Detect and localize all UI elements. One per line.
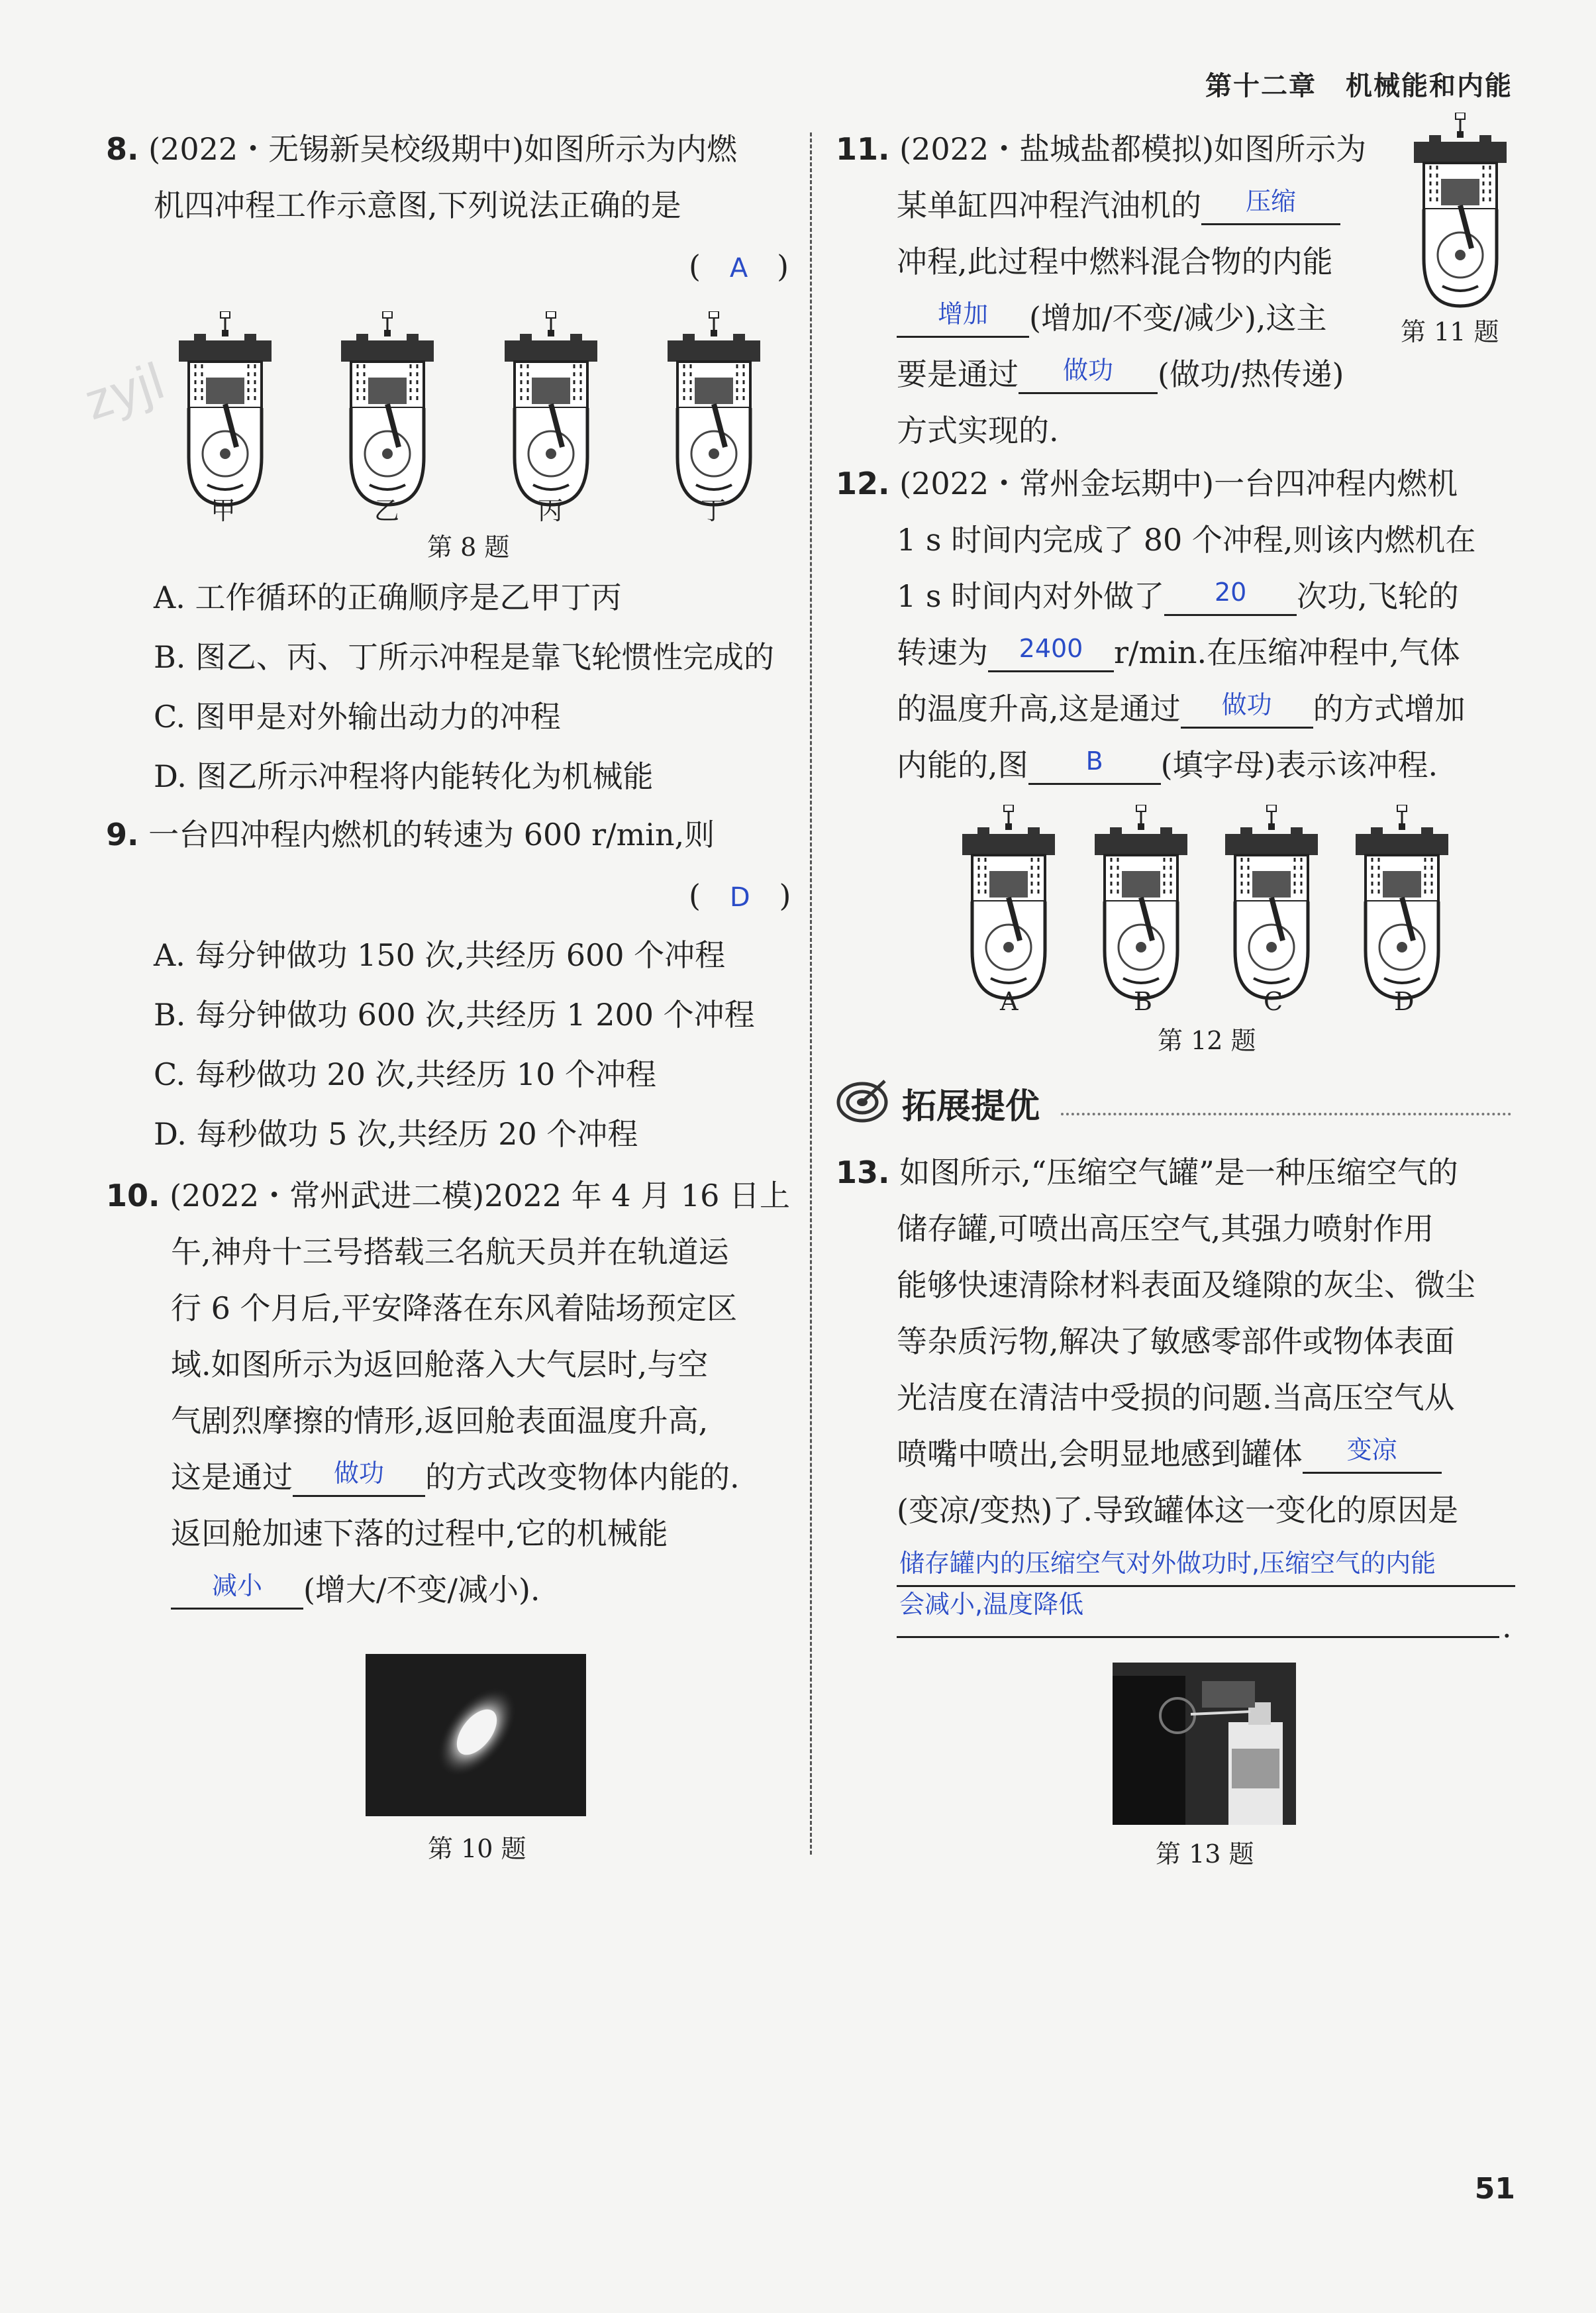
q8-option-c: C. 图甲是对外输出动力的冲程 (154, 699, 561, 735)
q11-blank-1: 压缩 (1201, 189, 1340, 225)
engine-a (959, 805, 1058, 1003)
q9-number: 9. (106, 817, 139, 852)
q13-line3: 能够快速清除材料表面及缝隙的灰尘、微尘 (897, 1267, 1475, 1303)
q11-line4: $^{增加}$ (增加/不变/减少),这主 (897, 298, 1327, 338)
q11-line2: 某单缸四冲程汽油机的 $^{压缩}$ (897, 185, 1340, 225)
q8-label-ding: 丁 (701, 496, 726, 525)
page-number: 51 (1474, 2172, 1515, 2206)
q10-line4: 域.如图所示为返回舱落入大气层时,与空 (171, 1347, 709, 1382)
engine-ding (664, 311, 764, 510)
q10-caption: 第 10 题 (428, 1834, 526, 1863)
q10-blank-1: 做功 (293, 1461, 425, 1497)
chapter-title: 机械能和内能 (1346, 71, 1513, 101)
q13-line2: 储存罐,可喷出高压空气,其强力喷射作用 (897, 1211, 1434, 1247)
q9-option-a: A. 每分钟做功 150 次,共经历 600 个冲程 (154, 937, 726, 973)
q8-option-a: A. 工作循环的正确顺序是乙甲丁丙 (154, 580, 622, 615)
q12-blank-4: B (1028, 748, 1161, 785)
q13-line5: 光洁度在清洁中受损的问题.当高压空气从 (897, 1380, 1455, 1415)
q12-line2: 1 s 时间内完成了 80 个冲程,则该内燃机在 (897, 522, 1476, 558)
q8-answer: A (729, 253, 748, 283)
q9-line1: 9. 一台四冲程内燃机的转速为 600 r/min,则 (106, 817, 715, 852)
q11-line6: 方式实现的. (897, 413, 1059, 448)
q12-blank-2: 2400 (988, 636, 1114, 672)
q9-answer: D (729, 882, 750, 913)
q11-line3: 冲程,此过程中燃料混合物的内能 (897, 244, 1333, 280)
q8-choice-paren: ( A ) (689, 248, 789, 284)
q10-line6: 这是通过 $^{做功}$ 的方式改变物体内能的. (171, 1457, 740, 1497)
column-divider (810, 132, 812, 1855)
q9-choice-paren: ( D ) (689, 878, 791, 913)
target-icon (836, 1077, 890, 1125)
engine-b (1091, 805, 1191, 1003)
q10-line3: 行 6 个月后,平安降落在东风着陆场预定区 (171, 1290, 738, 1326)
q10-number: 10. (106, 1178, 160, 1213)
q11-number: 11. (836, 131, 890, 167)
q10-line5: 气剧烈摩擦的情形,返回舱表面温度升高, (171, 1403, 709, 1439)
q8-line1: 8. (2022・无锡新吴校级期中)如图所示为内燃 (106, 131, 738, 167)
q11-blank-3: 做功 (1019, 358, 1158, 394)
q12-number: 12. (836, 466, 890, 501)
q9-option-d: D. 每秒做功 5 次,共经历 20 个冲程 (154, 1116, 638, 1152)
q8-label-jia: 甲 (211, 496, 236, 525)
q8-number: 8. (106, 131, 139, 167)
q10-line7: 返回舱加速下落的过程中,它的机械能 (171, 1516, 668, 1551)
q13-end-mark: . (1502, 1609, 1512, 1645)
q13-line1: 13. 如图所示,“压缩空气罐”是一种压缩空气的 (836, 1155, 1458, 1190)
q11-caption: 第 11 题 (1401, 317, 1499, 346)
q12-line4: 转速为 $^{2400}$ r/min.在压缩冲程中,气体 (897, 633, 1460, 672)
q9-option-c: C. 每秒做功 20 次,共经历 10 个冲程 (154, 1056, 656, 1092)
q11-line1: 11. (2022・盐城盐都模拟)如图所示为 (836, 131, 1367, 167)
q12-line1: 12. (2022・常州金坛期中)一台四冲程内燃机 (836, 466, 1458, 501)
q8-line2: 机四冲程工作示意图,下列说法正确的是 (154, 187, 681, 223)
q12-label-d: D (1394, 987, 1415, 1016)
engine-jia (175, 311, 275, 510)
q8-label-bing: 丙 (538, 496, 564, 525)
q12-label-b: B (1134, 987, 1152, 1016)
q12-line6: 内能的,图 $^B$ (填字母)表示该冲程. (897, 745, 1438, 785)
reentry-capsule-photo (366, 1654, 586, 1816)
q13-line6: 喷嘴中喷出,会明显地感到罐体 $^{变凉}$ (897, 1434, 1442, 1474)
q13-caption: 第 13 题 (1156, 1839, 1254, 1869)
section-title: 拓展提优 (902, 1087, 1040, 1127)
engine-bing (501, 311, 601, 510)
engine-q11 (1411, 113, 1510, 311)
watermark: zyjl (77, 350, 172, 431)
q13-blank-1: 变凉 (1303, 1437, 1442, 1474)
q12-line5: 的温度升高,这是通过 $^{做功}$ 的方式增加 (897, 689, 1466, 729)
chapter-number: 第十二章 (1205, 71, 1317, 101)
engine-yi (338, 311, 437, 510)
q10-line1: 10. (2022・常州武进二模)2022 年 4 月 16 日上 (106, 1178, 791, 1213)
q9-option-b: B. 每分钟做功 600 次,共经历 1 200 个冲程 (154, 997, 755, 1033)
q12-line3: 1 s 时间内对外做了 $^{20}$ 次功,飞轮的 (897, 576, 1459, 616)
q10-line8: $^{减小}$ (增大/不变/减小). (171, 1570, 540, 1610)
q11-blank-2: 增加 (897, 301, 1029, 338)
q8-caption: 第 8 题 (427, 533, 510, 562)
q12-blank-1: 20 (1164, 580, 1297, 616)
q13-line7: (变凉/变热)了.导致罐体这一变化的原因是 (897, 1492, 1459, 1528)
q10-line2: 午,神舟十三号搭载三名航天员并在轨道运 (171, 1234, 729, 1270)
section-rule (1061, 1113, 1511, 1115)
air-can-photo (1113, 1663, 1296, 1825)
chapter-header (1176, 65, 1513, 103)
section-header (836, 1073, 1518, 1133)
q13-line4: 等杂质污物,解决了敏感零部件或物体表面 (897, 1323, 1455, 1359)
q12-caption: 第 12 题 (1158, 1026, 1256, 1055)
q13-number: 13. (836, 1155, 890, 1190)
q13-answer-line1: 储存罐内的压缩空气对外做功时,压缩空气的内能 (899, 1549, 1436, 1578)
q13-answer-line2: 会减小,温度降低 (899, 1590, 1084, 1619)
q12-label-c: C (1264, 987, 1283, 1016)
engine-d (1352, 805, 1452, 1003)
q8-option-d: D. 图乙所示冲程将内能转化为机械能 (154, 758, 654, 794)
q8-label-yi: 乙 (374, 496, 400, 525)
q13-answer-rule-2 (897, 1636, 1499, 1638)
engine-c (1222, 805, 1321, 1003)
q10-blank-2: 减小 (171, 1573, 303, 1610)
q11-line5: 要是通过 $^{做功}$ (做功/热传递) (897, 354, 1344, 394)
q12-blank-3: 做功 (1181, 692, 1313, 729)
q12-label-a: A (1000, 987, 1019, 1016)
q8-option-b: B. 图乙、丙、丁所示冲程是靠飞轮惯性完成的 (154, 639, 775, 675)
